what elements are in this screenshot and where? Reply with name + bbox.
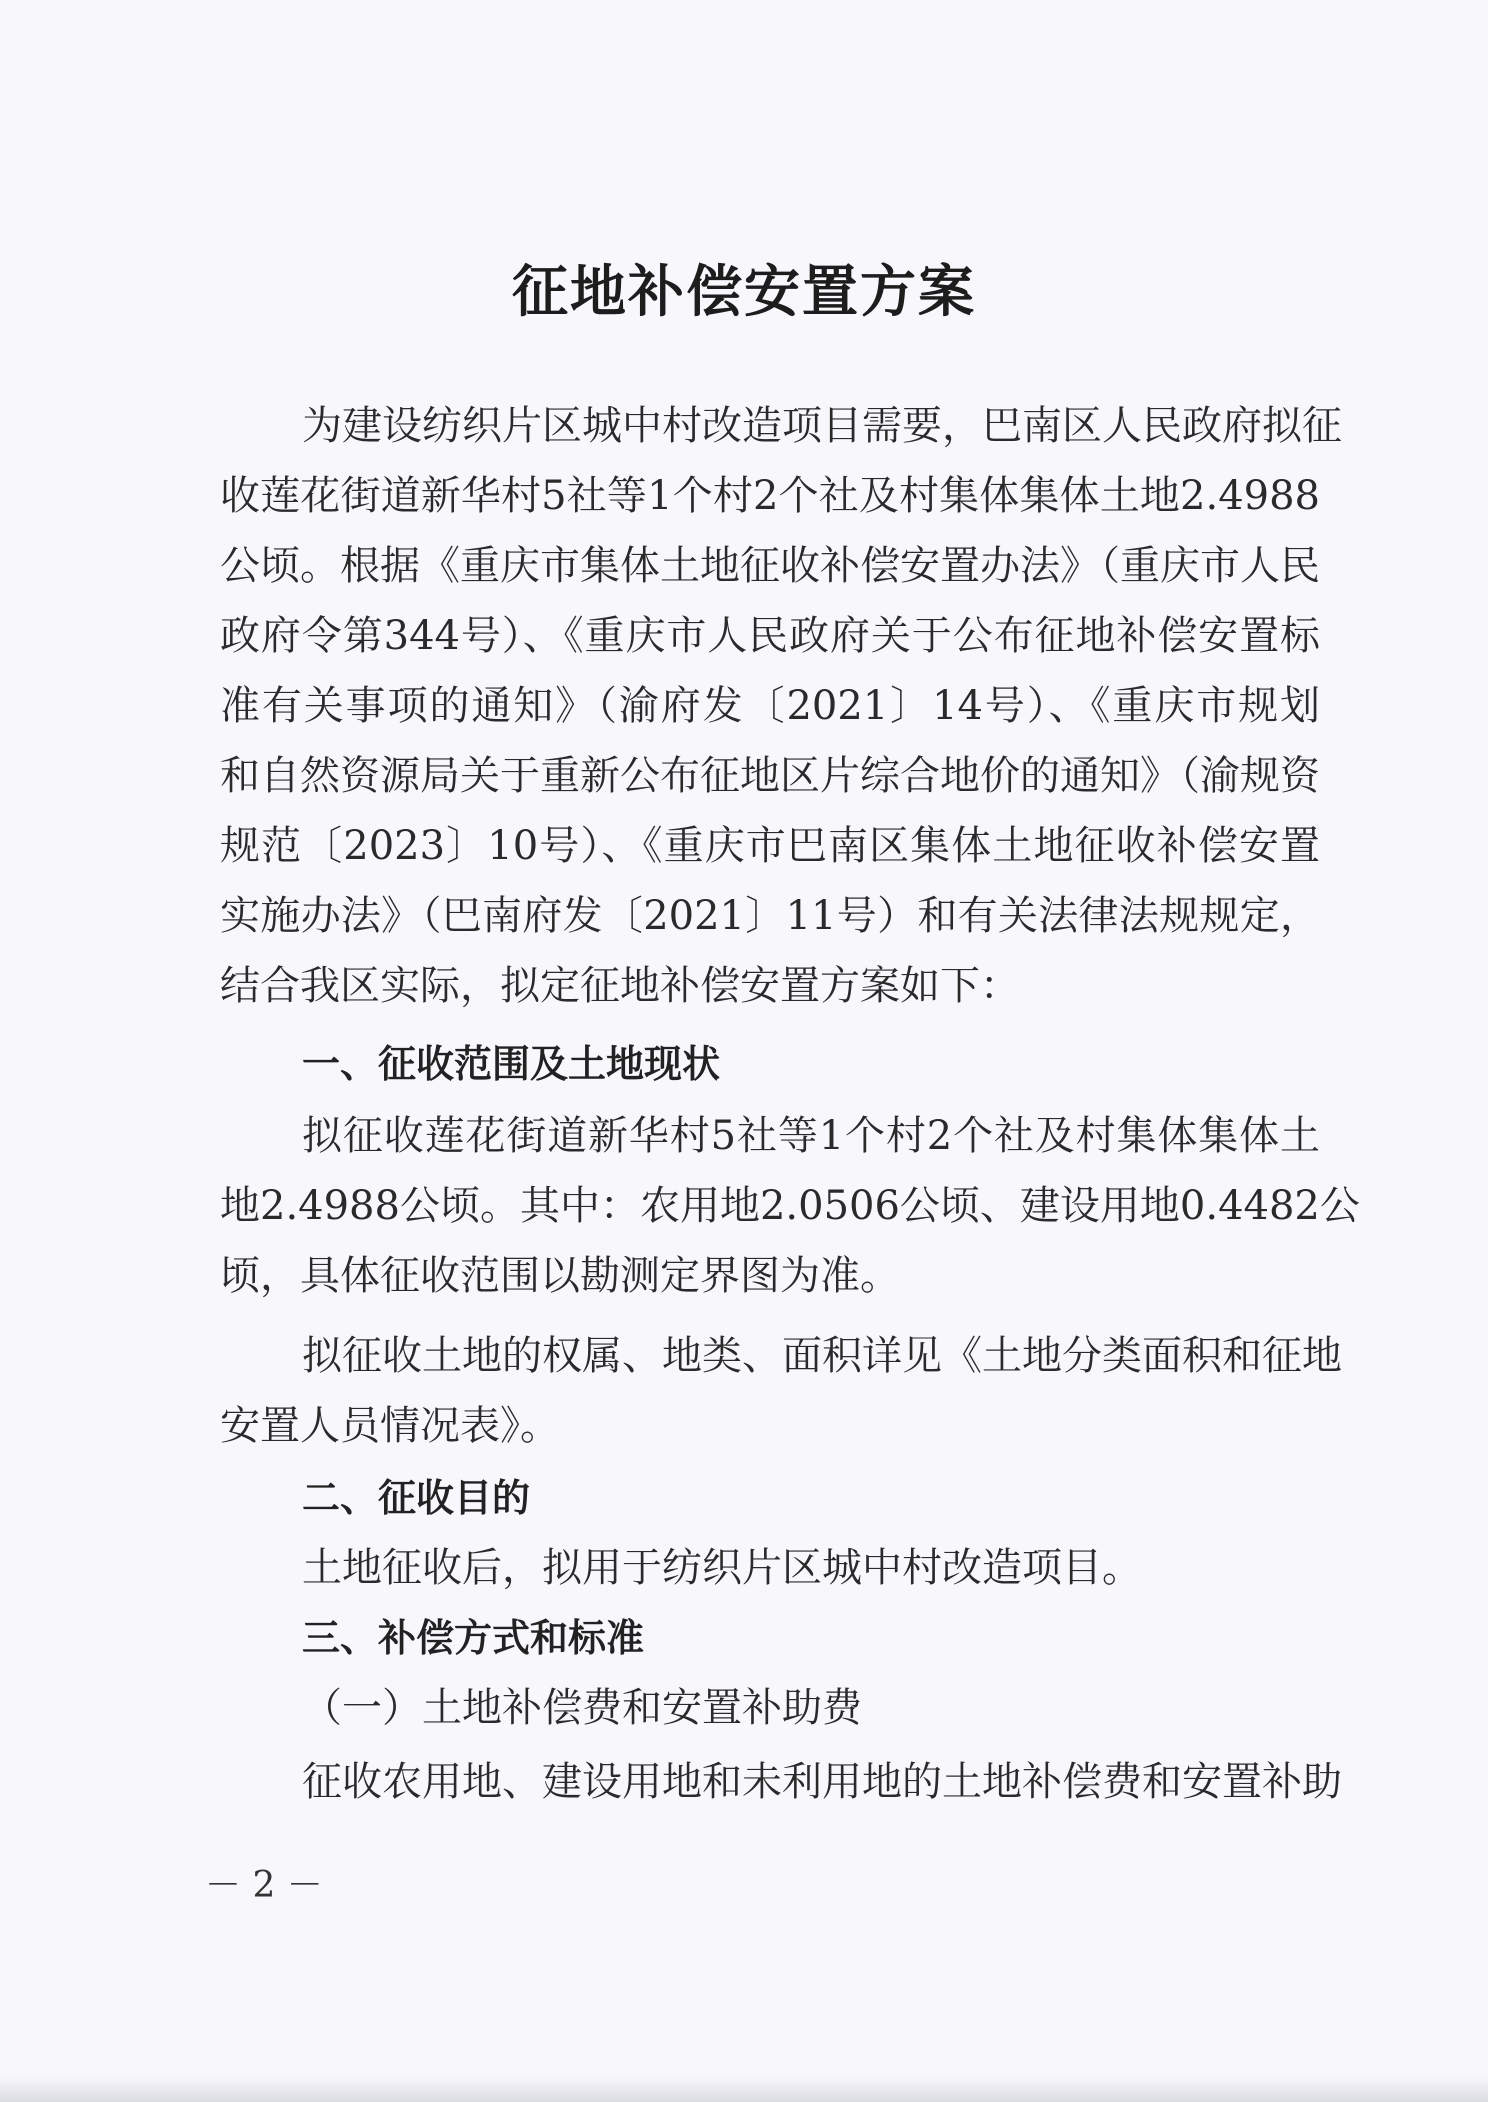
paragraph-line: 拟征收土地的权属、地类、面积详见《土地分类面积和征地 (302, 1333, 1342, 1379)
paragraph-line: 政府令第344号）、《重庆市人民政府关于公布征地补偿安置标 (220, 613, 1320, 659)
paragraph-line: 公顷。根据《重庆市集体土地征收补偿安置办法》（重庆市人民 (220, 543, 1320, 589)
page-edge-shadow (0, 2076, 1488, 2102)
section-heading: 二、征收目的 (302, 1476, 531, 1520)
paragraph-line: 准有关事项的通知》（渝府发〔2021〕14号）、《重庆市规划 (220, 683, 1320, 729)
paragraph-line: 安置人员情况表》。 (220, 1403, 560, 1449)
paragraph-line: 土地征收后，拟用于纺织片区城中村改造项目。 (302, 1545, 1142, 1591)
paragraph-line: 收莲花街道新华村5社等1个村2个社及村集体集体土地2.4988 (220, 473, 1320, 519)
paragraph-line: 结合我区实际，拟定征地补偿安置方案如下： (220, 963, 1020, 1009)
paragraph-line: 地2.4988公顷。其中：农用地2.0506公顷、建设用地0.4482公 (220, 1183, 1360, 1229)
paragraph-line: 拟征收莲花街道新华村5社等1个村2个社及村集体集体土 (302, 1113, 1320, 1159)
document-title: 征地补偿安置方案 (512, 259, 976, 325)
page-number: － 2 － (205, 1865, 323, 1906)
section-heading: 一、征收范围及土地现状 (302, 1042, 721, 1086)
paragraph-line: 征收农用地、建设用地和未利用地的土地补偿费和安置补助 (302, 1759, 1342, 1805)
paragraph-line: 和自然资源局关于重新公布征地区片综合地价的通知》（渝规资 (220, 753, 1320, 799)
paragraph-line: 规范〔2023〕10号）、《重庆市巴南区集体土地征收补偿安置 (220, 823, 1320, 869)
section-heading: 三、补偿方式和标准 (302, 1616, 645, 1660)
paragraph-line: 顷，具体征收范围以勘测定界图为准。 (220, 1253, 900, 1299)
subsection-heading: （一）土地补偿费和安置补助费 (302, 1685, 862, 1731)
paragraph-line: 为建设纺织片区城中村改造项目需要，巴南区人民政府拟征 (302, 403, 1342, 449)
paragraph-line: 实施办法》（巴南府发〔2021〕11号）和有关法律法规规定， (220, 893, 1320, 939)
